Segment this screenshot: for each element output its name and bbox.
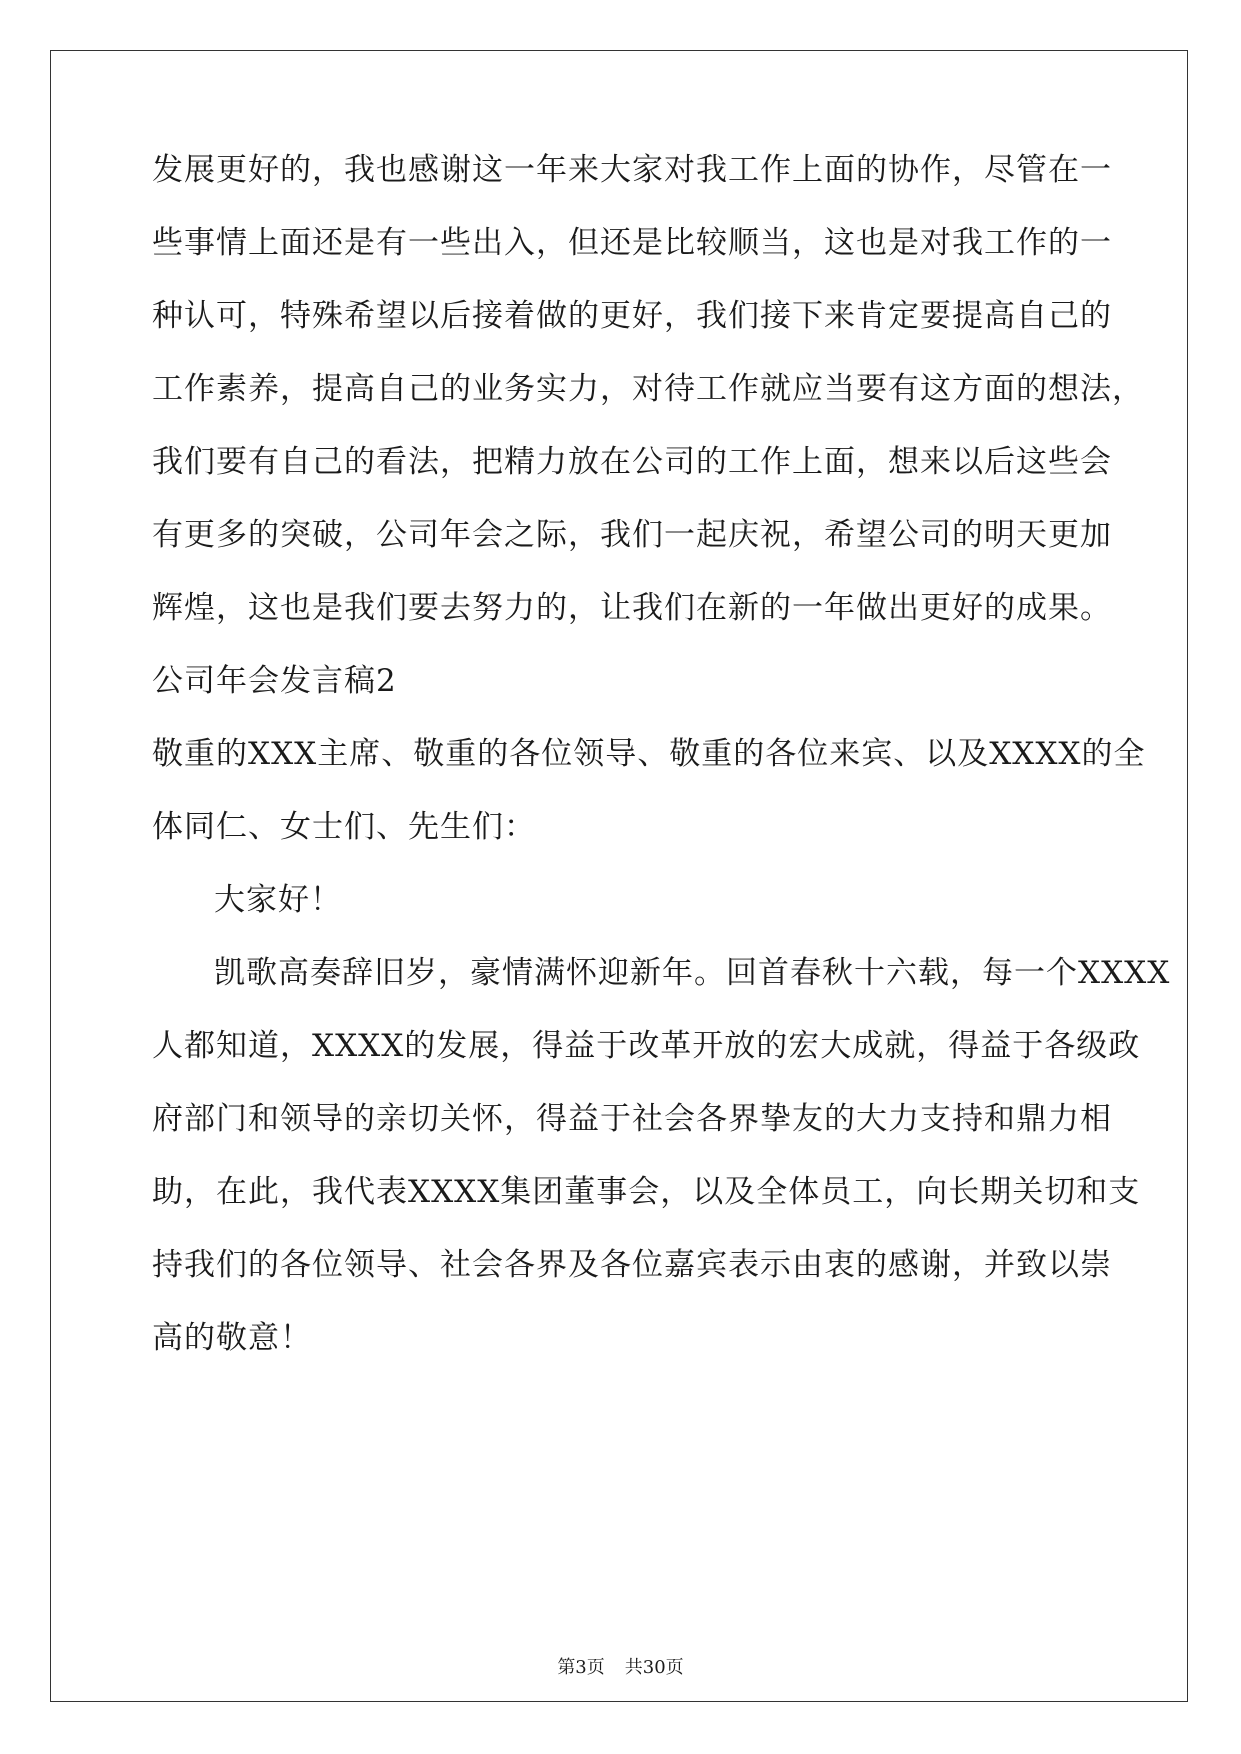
body-text-line: 我们要有自己的看法，把精力放在公司的工作上面，想来以后这些会: [152, 444, 1112, 480]
body-text-line: 工作素养，提高自己的业务实力，对待工作就应当要有这方面的想法，: [152, 371, 1144, 407]
body-text-line: 有更多的突破，公司年会之际，我们一起庆祝，希望公司的明天更加: [152, 517, 1112, 553]
body-text-line: 助，在此，我代表XXXX集团董事会，以及全体员工，向长期关切和支: [152, 1174, 1141, 1210]
salutation-line: 敬重的XXX主席、敬重的各位领导、敬重的各位来宾、以及XXXX的全: [152, 736, 1146, 772]
page-total: 共30页: [624, 1657, 684, 1678]
body-text-line: 府部门和领导的亲切关怀，得益于社会各界挚友的大力支持和鼎力相: [152, 1101, 1112, 1137]
body-text-line: 辉煌，这也是我们要去努力的，让我们在新的一年做出更好的成果。: [152, 590, 1112, 626]
page-footer: [0, 1656, 1241, 1680]
body-text-line: 高的敬意！: [152, 1320, 312, 1356]
body-text-line: 发展更好的，我也感谢这一年来大家对我工作上面的协作，尽管在一: [152, 152, 1112, 188]
greeting-line: 大家好！: [214, 882, 342, 918]
body-text-line: 持我们的各位领导、社会各界及各位嘉宾表示由衷的感谢，并致以崇: [152, 1247, 1112, 1283]
body-text-line: 些事情上面还是有一些出入，但还是比较顺当，这也是对我工作的一: [152, 225, 1112, 261]
section-heading: 公司年会发言稿2: [152, 663, 397, 699]
page-number: 第3页: [557, 1657, 605, 1678]
salutation-line: 体同仁、女士们、先生们：: [152, 809, 536, 845]
body-text-line: 人都知道，XXXX的发展，得益于改革开放的宏大成就，得益于各级政: [152, 1028, 1141, 1064]
body-text-line: 凯歌高奏辞旧岁，豪情满怀迎新年。回首春秋十六载，每一个XXXX: [214, 955, 1171, 991]
body-text-line: 种认可，特殊希望以后接着做的更好，我们接下来肯定要提高自己的: [152, 298, 1112, 334]
